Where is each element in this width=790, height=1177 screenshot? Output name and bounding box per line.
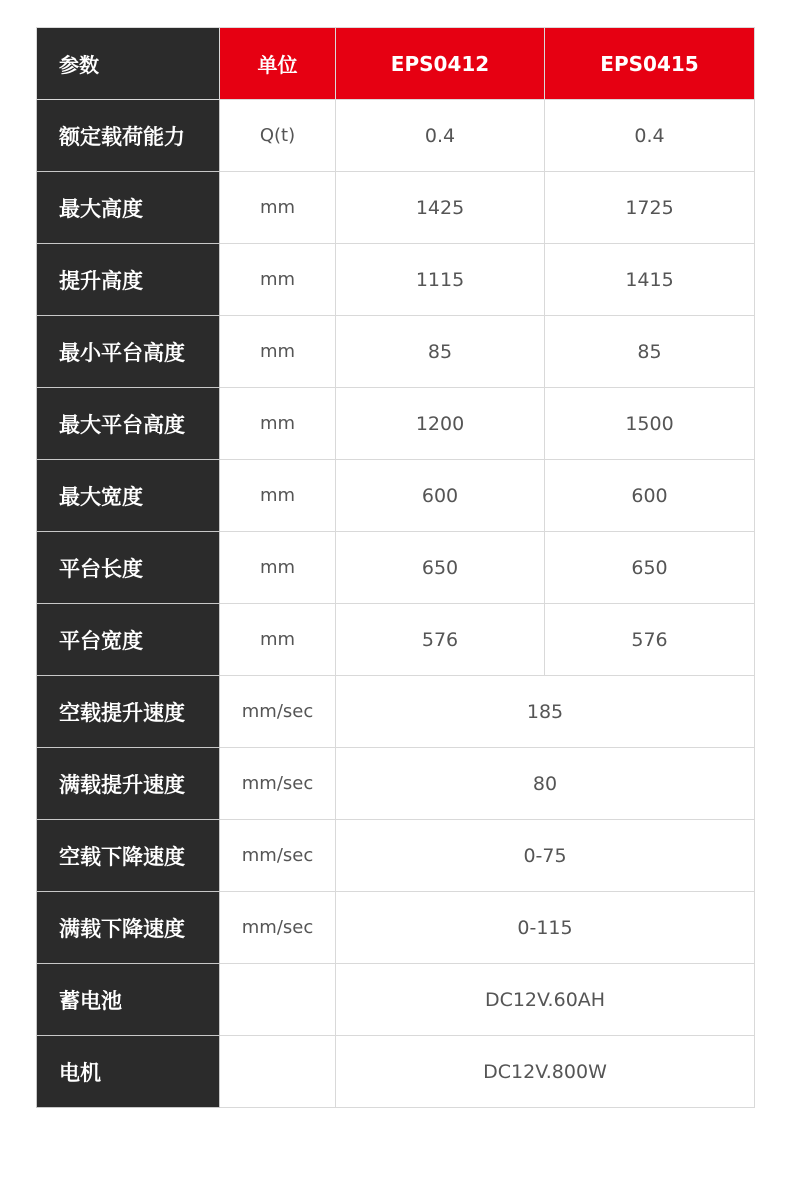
shared-value-cell: 185 [336, 676, 755, 748]
header-unit: 单位 [220, 28, 336, 100]
param-name: 蓄电池 [37, 964, 220, 1036]
value-cell-eps0412: 85 [336, 316, 545, 388]
table-row [37, 172, 755, 244]
unit-cell: mm/sec [220, 892, 336, 964]
value-cell-eps0415: 0.4 [545, 100, 755, 172]
header-param: 参数 [37, 28, 220, 100]
table-row [37, 748, 755, 820]
param-name: 满载下降速度 [37, 892, 220, 964]
table-row [37, 820, 755, 892]
header-model-eps0415: EPS0415 [545, 28, 755, 100]
table-row [37, 892, 755, 964]
param-name: 最大平台高度 [37, 388, 220, 460]
param-name: 空载下降速度 [37, 820, 220, 892]
shared-value-cell: 80 [336, 748, 755, 820]
shared-value-cell: DC12V.60AH [336, 964, 755, 1036]
value-cell-eps0415: 1415 [545, 244, 755, 316]
unit-cell: mm [220, 172, 336, 244]
unit-cell: mm/sec [220, 820, 336, 892]
shared-value-cell: DC12V.800W [336, 1036, 755, 1108]
value-cell-eps0412: 650 [336, 532, 545, 604]
table-row [37, 244, 755, 316]
table-row [37, 676, 755, 748]
param-name: 平台长度 [37, 532, 220, 604]
param-name: 空载提升速度 [37, 676, 220, 748]
value-cell-eps0415: 85 [545, 316, 755, 388]
table-row [37, 964, 755, 1036]
table-row [37, 388, 755, 460]
unit-cell: mm [220, 316, 336, 388]
unit-cell: mm/sec [220, 676, 336, 748]
param-name: 平台宽度 [37, 604, 220, 676]
value-cell-eps0415: 1500 [545, 388, 755, 460]
unit-cell: mm [220, 604, 336, 676]
value-cell-eps0412: 1200 [336, 388, 545, 460]
value-cell-eps0415: 650 [545, 532, 755, 604]
unit-cell: mm [220, 244, 336, 316]
param-name: 电机 [37, 1036, 220, 1108]
value-cell-eps0415: 1725 [545, 172, 755, 244]
param-name: 最小平台高度 [37, 316, 220, 388]
param-name: 提升高度 [37, 244, 220, 316]
header-model-eps0412: EPS0412 [336, 28, 545, 100]
param-name: 最大宽度 [37, 460, 220, 532]
shared-value-cell: 0-75 [336, 820, 755, 892]
table-header-row [37, 28, 755, 100]
shared-value-cell: 0-115 [336, 892, 755, 964]
unit-cell: mm [220, 532, 336, 604]
value-cell-eps0412: 576 [336, 604, 545, 676]
table-row [37, 460, 755, 532]
unit-cell [220, 1036, 336, 1108]
unit-cell: mm [220, 388, 336, 460]
table-row [37, 316, 755, 388]
table-row [37, 604, 755, 676]
spec-table [36, 27, 755, 1108]
table-row [37, 100, 755, 172]
value-cell-eps0412: 1425 [336, 172, 545, 244]
unit-cell [220, 964, 336, 1036]
value-cell-eps0415: 576 [545, 604, 755, 676]
table-row [37, 532, 755, 604]
unit-cell: mm [220, 460, 336, 532]
table-row [37, 1036, 755, 1108]
value-cell-eps0412: 0.4 [336, 100, 545, 172]
param-name: 额定载荷能力 [37, 100, 220, 172]
value-cell-eps0412: 600 [336, 460, 545, 532]
value-cell-eps0415: 600 [545, 460, 755, 532]
param-name: 最大高度 [37, 172, 220, 244]
unit-cell: mm/sec [220, 748, 336, 820]
param-name: 满载提升速度 [37, 748, 220, 820]
value-cell-eps0412: 1115 [336, 244, 545, 316]
unit-cell: Q(t) [220, 100, 336, 172]
